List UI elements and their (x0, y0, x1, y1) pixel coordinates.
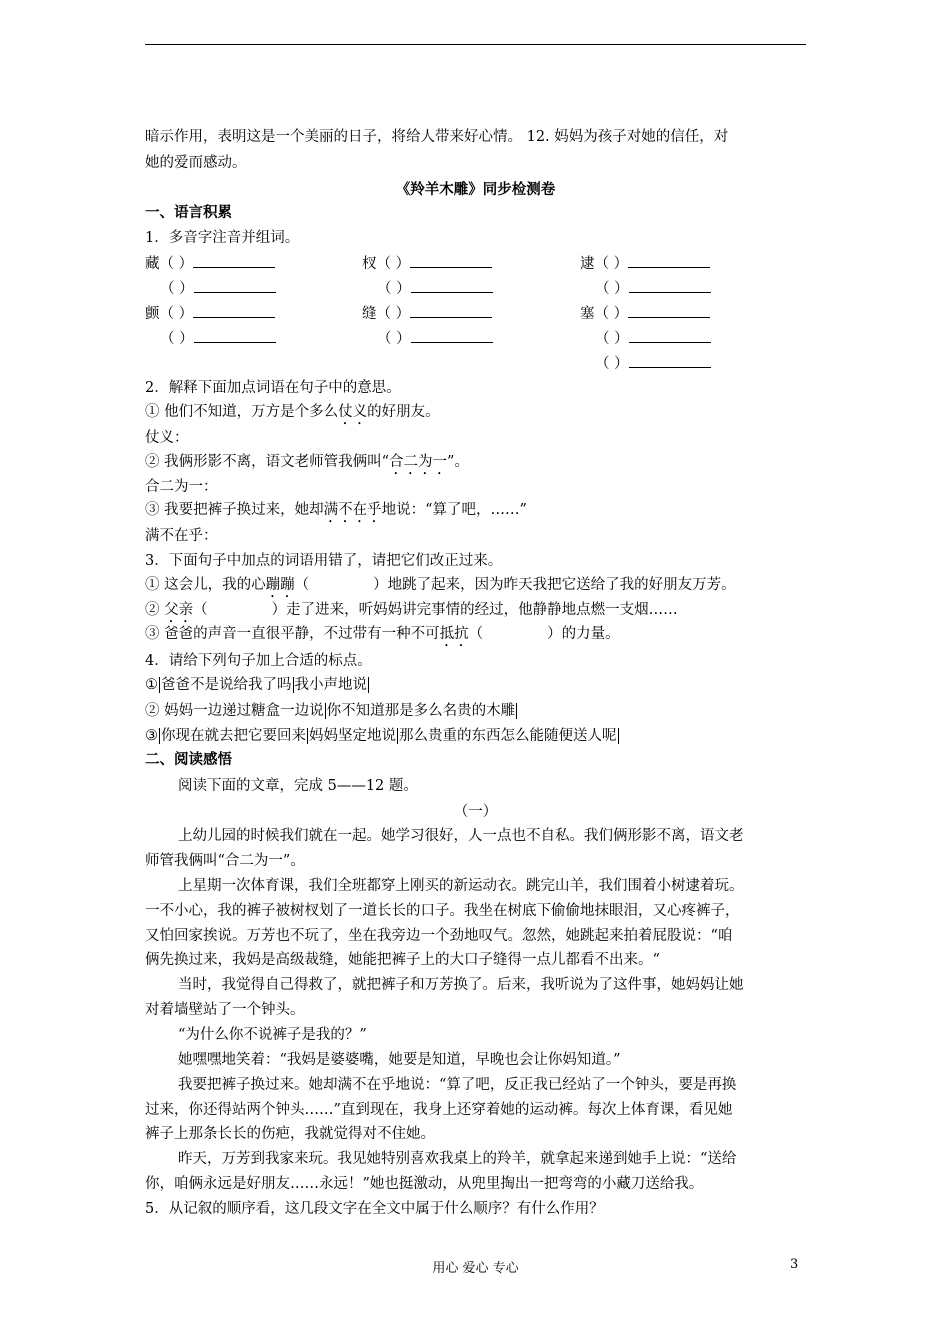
text: 你不知道那是多么名贵的木雕 (326, 703, 516, 719)
text: 的好朋友。 (367, 404, 440, 420)
q3-prompt: 3．下面句子中加点的词语用错了，请把它们改正过来。 (145, 553, 503, 569)
answer-blank[interactable] (411, 278, 493, 293)
dotted-word: 父亲 (164, 602, 194, 618)
pinyin-paren: （ ） (376, 306, 411, 322)
q2-answer-1[interactable]: 仗义： (145, 430, 189, 446)
answer-blank[interactable] (629, 328, 711, 343)
dotted-word: 满不在乎 (323, 502, 382, 518)
page-number: 3 (790, 1257, 799, 1272)
q1-item-chan (145, 303, 275, 324)
q5-prompt: 5．从记叙的顺序看，这几段文字在全文中属于什么顺序？有什么作用？ (145, 1201, 604, 1217)
pinyin-paren: （ ） (377, 281, 411, 297)
q3-sentence-1 (145, 575, 736, 601)
q1-item-dai-2 (595, 278, 711, 299)
char-feng: 缝 (362, 306, 377, 322)
punct-slot[interactable] (516, 703, 517, 719)
text: ③ (145, 728, 158, 744)
passage-p6-l3: 裤子上那条长长的伤疤，我就觉得对不住她。 (145, 1126, 435, 1142)
passage-p6-l1: 我要把裤子换过来。她却满不在乎地说：“算了吧，反正我已经站了一个钟头，要是再换 (178, 1077, 737, 1093)
answer-blank[interactable] (410, 253, 492, 268)
punct-slot[interactable] (159, 728, 160, 744)
char-cha: 杈 (362, 256, 377, 272)
q1-item-cha (362, 253, 492, 274)
q4-sentence-3 (145, 726, 620, 746)
char-cang: 藏 (145, 256, 160, 272)
passage-p2-l2: 一不小心，我的裤子被树杈划了一道长长的口子。我坐在树底下偷偷地抹眼泪，又心疼裤子， (145, 903, 740, 919)
q2-sentence-3 (145, 500, 527, 526)
page-title: 《羚羊木雕》同步检测卷 (395, 181, 556, 198)
answer-blank[interactable] (193, 253, 275, 268)
pinyin-paren: （ ） (160, 331, 194, 347)
punct-slot[interactable] (618, 728, 619, 744)
passage-p6-l2: 过来，你还得站两个钟头……”直到现在，我身上还穿着她的运动裤。每次上体育课，看见她 (145, 1102, 733, 1118)
pinyin-paren: （ ） (160, 281, 194, 297)
footer-motto: 用心 爱心 专心 (432, 1261, 519, 1276)
q3-sentence-2 (145, 600, 678, 626)
punct-slot[interactable] (397, 728, 398, 744)
q1-item-sai-3 (595, 353, 711, 374)
text: 地跳了起来，因为昨天我把它送给了我的好朋友万芳。 (387, 577, 736, 593)
text: 妈妈坚定地说 (309, 728, 396, 744)
text: ③ 我要把裤子换过来，她却 (145, 502, 324, 518)
punct-slot[interactable] (368, 677, 369, 693)
passage-p7-l2: 你，咱俩永远是好朋友……永远！”她也挺激动，从兜里掏出一把弯弯的小藏刀送给我。 (145, 1176, 704, 1192)
q1-item-cang (145, 253, 275, 274)
q1-item-cang-2 (160, 278, 276, 299)
q3-sentence-3 (145, 624, 620, 650)
passage-p7-l1: 昨天，万芳到我家来玩。我见她特别喜欢我桌上的羚羊，就拿起来递到她手上说：“送给 (178, 1151, 737, 1167)
passage-p2-l1: 上星期一次体育课，我们全班都穿上刚买的新运动衣。跳完山羊，我们围着小树逮着玩。 (178, 878, 744, 894)
passage-p4: “为什么你不说裤子是我的？” (178, 1027, 367, 1043)
answer-blank[interactable] (628, 303, 710, 318)
top-text-line-1: 暗示作用，表明这是一个美丽的日子，将给人带来好心情。 12. 妈妈为孩子对她的信任，对 (145, 129, 729, 145)
text: 那么贵重的东西怎么能随便送人呢 (399, 728, 617, 744)
passage-p1-l1: 上幼儿园的时候我们就在一起。她学习很好，人一点也不自私。我们俩形影不离，语文老 (178, 828, 744, 844)
q4-sentence-1 (145, 675, 370, 695)
q1-item-sai (580, 303, 710, 324)
passage-p3-l2: 对着墙壁站了一个钟头。 (145, 1002, 305, 1018)
pinyin-paren: （ ） (159, 306, 194, 322)
answer-blank[interactable] (194, 278, 276, 293)
dotted-word: 合二为一 (389, 454, 448, 470)
q1-item-feng-2 (377, 328, 493, 349)
text: ① (145, 677, 158, 693)
answer-blank[interactable] (629, 353, 711, 368)
passage-p2-l3: 又怕回家挨说。万芳也不玩了，坐在我旁边一个劲地叹气。忽然，她跳起来拍着屁股说：“咱 (145, 928, 733, 944)
q2-sentence-1 (145, 402, 440, 428)
text: 我小声地说 (294, 677, 367, 693)
answer-blank[interactable] (410, 303, 492, 318)
punct-slot[interactable] (325, 703, 326, 719)
text: ① 他们不知道，万方是个多么 (145, 404, 339, 420)
text: ① 这会儿，我的心 (145, 577, 266, 593)
passage-p3-l1: 当时，我觉得自己得救了，就把裤子和万芳换了。后来，我听说为了这件事，她妈妈让她 (178, 977, 744, 993)
char-chan: 颤 (145, 306, 160, 322)
passage-p5: 她嘿嘿地笑着：“我妈是婆婆嘴，她要是知道，早晚也会让你妈知道。” (178, 1052, 621, 1068)
q2-answer-2[interactable]: 合二为一： (145, 479, 218, 495)
punct-slot[interactable] (307, 728, 308, 744)
q1-item-sai-2 (595, 328, 711, 349)
pinyin-paren: （ ） (594, 306, 629, 322)
top-text-line-2: 她的爱而感动。 (145, 155, 247, 171)
answer-blank[interactable] (629, 278, 711, 293)
punct-slot[interactable] (159, 677, 160, 693)
reading-part-label: （一） (453, 804, 498, 820)
section2-heading: 二、阅读感悟 (145, 751, 232, 768)
header-rule (145, 44, 806, 45)
q1-item-chan-2 (160, 328, 276, 349)
answer-blank[interactable] (193, 303, 275, 318)
pinyin-paren: （ ） (595, 331, 629, 347)
pinyin-paren: （ ） (595, 281, 629, 297)
q2-answer-3[interactable]: 满不在乎： (145, 528, 218, 544)
pinyin-paren: （ ） (594, 256, 629, 272)
text: ② 我俩形影不离，语文老师管我俩叫“ (145, 454, 390, 470)
text: 走了进来，听妈妈讲完事情的经过，他静静地点燃一支烟…… (286, 602, 678, 618)
answer-blank[interactable] (194, 328, 276, 343)
pinyin-paren: （ ） (595, 356, 629, 372)
passage-p2-l4: 俩先换过来，我妈是高级裁缝，她能把裤子上的大口子缝得一点儿都看不出来。“ (145, 952, 660, 968)
q4-prompt: 4．请给下列句子加上合适的标点。 (145, 653, 372, 669)
correction-paren[interactable]: （ ） (294, 577, 388, 593)
correction-paren[interactable]: （ ） (193, 602, 287, 618)
text: ② 妈妈一边递过糖盒一边说 (145, 703, 324, 719)
pinyin-paren: （ ） (377, 331, 411, 347)
dotted-word: 蹦蹦 (265, 577, 295, 593)
q2-prompt: 2．解释下面加点词语在句子中的意思。 (145, 380, 401, 396)
q4-sentence-2 (145, 701, 518, 721)
pinyin-paren: （ ） (376, 256, 411, 272)
text: ”。 (447, 454, 469, 470)
section1-heading: 一、语言积累 (145, 204, 232, 221)
text: ③ 爸爸的声音一直很平静，不过带有一种不可 (145, 626, 440, 642)
reading-intro: 阅读下面的文章，完成 5——12 题。 (178, 778, 418, 794)
answer-blank[interactable] (628, 253, 710, 268)
dotted-word: 仗义 (338, 404, 368, 420)
text: ② (145, 602, 165, 618)
char-sai: 塞 (580, 306, 595, 322)
text: 的力量。 (561, 626, 620, 642)
punct-slot[interactable] (293, 677, 294, 693)
pinyin-paren: （ ） (159, 256, 194, 272)
dotted-word: 抵抗 (439, 626, 469, 642)
text: 爸爸不是说给我了吗 (161, 677, 292, 693)
q1-item-dai (580, 253, 710, 274)
q1-prompt: 1．多音字注音并组词。 (145, 230, 300, 246)
q1-item-feng (362, 303, 492, 324)
passage-p1-l2: 师管我俩叫“合二为一”。 (145, 853, 305, 869)
text: 你现在就去把它要回来 (161, 728, 306, 744)
answer-blank[interactable] (411, 328, 493, 343)
char-dai: 逮 (580, 256, 595, 272)
q2-sentence-2 (145, 452, 469, 478)
q1-item-cha-2 (377, 278, 493, 299)
correction-paren[interactable]: （ ） (468, 626, 562, 642)
text: 地说：“算了吧，……” (381, 502, 527, 518)
